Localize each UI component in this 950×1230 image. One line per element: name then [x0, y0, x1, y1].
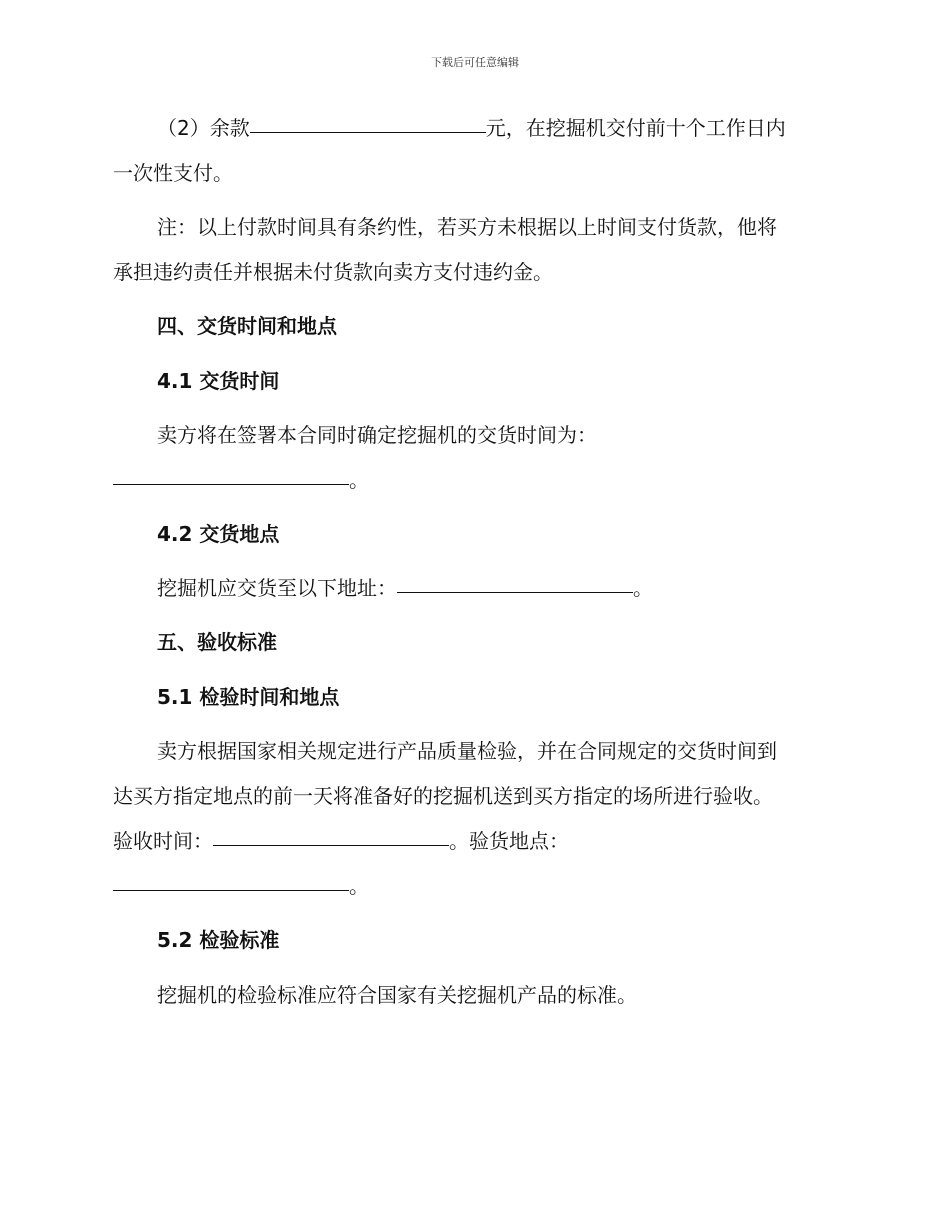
inspection-standard-text: 挖掘机的检验标准应符合国家有关挖掘机产品的标准。 — [157, 983, 637, 1007]
section-5-title: 五、验收标准 — [157, 630, 277, 654]
balance-suffix: 元，在挖掘机交付前十个工作日内 — [485, 116, 786, 140]
delivery-address-blank — [397, 591, 633, 593]
delivery-time-end: 。 — [349, 468, 369, 492]
balance-continuation: 一次性支付。 — [113, 161, 233, 185]
delivery-time-text: 卖方将在签署本合同时确定挖掘机的交货时间为： — [157, 423, 597, 447]
balance-payment-line — [157, 114, 786, 142]
payment-note-line-2: 承担违约责任并根据未付货款向卖方支付违约金。 — [113, 260, 553, 284]
delivery-address-end: 。 — [633, 576, 653, 600]
inspection-time-label: 验收时间： — [113, 829, 213, 853]
inspection-time-line — [113, 827, 569, 855]
page-header: 下载后可任意编辑 — [431, 56, 519, 69]
delivery-time-blank-line — [113, 466, 369, 494]
delivery-address-line — [157, 574, 653, 602]
payment-note-line-1: 注：以上付款时间具有条约性，若买方未根据以上时间支付货款，他将 — [157, 215, 777, 239]
inspection-place-blank-line — [113, 872, 369, 900]
inspection-place-end: 。 — [349, 874, 369, 898]
inspection-text-line-2: 达买方指定地点的前一天将准备好的挖掘机送到买方指定的场所进行验收。 — [113, 784, 773, 808]
section-5-2-title: 5.2 检验标准 — [157, 928, 280, 952]
section-4-title: 四、交货时间和地点 — [157, 314, 337, 338]
inspection-text-line-1: 卖方根据国家相关规定进行产品质量检验，并在合同规定的交货时间到 — [157, 739, 777, 763]
section-4-2-title: 4.2 交货地点 — [157, 522, 280, 546]
balance-prefix: （2）余款 — [157, 116, 250, 140]
delivery-time-blank — [113, 483, 349, 485]
delivery-address-prefix: 挖掘机应交货至以下地址： — [157, 576, 397, 600]
inspection-place-blank — [113, 889, 349, 891]
section-4-1-title: 4.1 交货时间 — [157, 369, 280, 393]
section-5-1-title: 5.1 检验时间和地点 — [157, 685, 340, 709]
inspection-time-blank — [213, 844, 449, 846]
balance-amount-blank — [250, 131, 486, 133]
inspection-place-label: 。验货地点： — [449, 829, 569, 853]
